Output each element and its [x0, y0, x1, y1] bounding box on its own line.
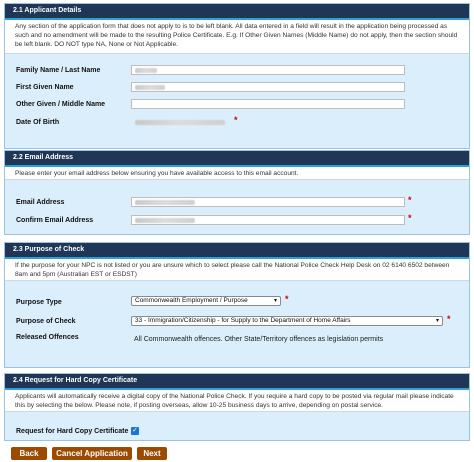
email-address-section	[4, 150, 470, 235]
first-given-name-label: First Given Name	[16, 84, 74, 91]
confirm-email-input[interactable]	[131, 215, 405, 225]
purpose-of-check-select[interactable]	[131, 316, 443, 326]
cancel-application-button[interactable]: Cancel Application	[52, 447, 132, 460]
confirm-email-required-mark: *	[408, 213, 412, 223]
checkmark-icon: ✓	[132, 427, 138, 434]
middle-name-label: Other Given / Middle Name	[16, 101, 106, 108]
purpose-of-check-value: 33 - Immigration/Citizenship - for Supply to the Department of Home Affairs	[135, 317, 351, 324]
chevron-down-icon: ▾	[435, 318, 439, 324]
first-given-name-input[interactable]	[131, 82, 405, 92]
email-required-mark: *	[408, 195, 412, 205]
released-offences-label: Released Offences	[16, 334, 79, 341]
applicant-details-header: 2.1 Applicant Details	[5, 4, 469, 20]
confirm-email-label: Confirm Email Address	[16, 217, 94, 224]
applicant-details-section	[4, 3, 470, 149]
released-offences-value: All Commonwealth offences. Other State/Territory offences as legislation permits	[134, 336, 384, 343]
purpose-of-check-label: Purpose of Check	[16, 318, 76, 325]
purpose-type-value: Commonwealth Employment / Purpose	[135, 297, 248, 304]
chevron-down-icon: ▾	[273, 298, 277, 304]
hard-copy-header: 2.4 Request for Hard Copy Certificate	[5, 374, 469, 390]
hard-copy-label: Request for Hard Copy Certificate	[16, 428, 129, 435]
back-button[interactable]: Back	[11, 447, 47, 460]
family-name-label: Family Name / Last Name	[16, 67, 101, 74]
purpose-type-label: Purpose Type	[16, 299, 62, 306]
redacted-value	[135, 200, 195, 205]
redacted-value	[135, 68, 157, 73]
applicant-details-intro: Any section of the application form that does not apply to is to be left blank. All data entered in a field will result in the application being processed as such and no amendment will be made to the resulting Police Certificate. E.g. If Other Given Names (Middle Name) do not apply, then the section should be left blank. DO NOT type NA, None or Not Applicable.	[5, 20, 469, 54]
date-of-birth-input[interactable]	[131, 117, 231, 127]
redacted-value	[135, 218, 195, 223]
dob-required-mark: *	[234, 115, 238, 125]
next-button[interactable]: Next	[137, 447, 167, 460]
redacted-value	[135, 85, 165, 90]
purpose-type-select[interactable]	[131, 296, 281, 306]
purpose-of-check-intro: If the purpose for your NPC is not listed or you are unsure which to select please call the National Police Check Help Desk on 02 6140 6502 between 8am and 5pm (Australian EST or ESDST)	[5, 259, 469, 281]
hard-copy-checkbox[interactable]	[131, 427, 139, 435]
email-input[interactable]	[131, 197, 405, 207]
hard-copy-intro: Applicants will automatically receive a digital copy of the National Police Check. If you require a hard copy to be posted via regular mail please indicate this by selecting the below. Please note, if posting overseas, allow 10-25 business days to arrive, depending on postal service.	[5, 390, 469, 412]
hard-copy-section	[4, 373, 470, 441]
family-name-input[interactable]	[131, 65, 405, 75]
purpose-of-check-header: 2.3 Purpose of Check	[5, 243, 469, 259]
redacted-value	[135, 120, 225, 125]
purpose-type-required-mark: *	[285, 294, 289, 304]
email-label: Email Address	[16, 199, 65, 206]
email-address-intro: Please enter your email address below ensuring you have available access to this email account.	[5, 167, 469, 180]
purpose-of-check-section	[4, 242, 470, 368]
email-address-header: 2.2 Email Address	[5, 151, 469, 167]
purpose-of-check-required-mark: *	[447, 314, 451, 324]
date-of-birth-label: Date Of Birth	[16, 119, 60, 126]
middle-name-input[interactable]	[131, 99, 405, 109]
